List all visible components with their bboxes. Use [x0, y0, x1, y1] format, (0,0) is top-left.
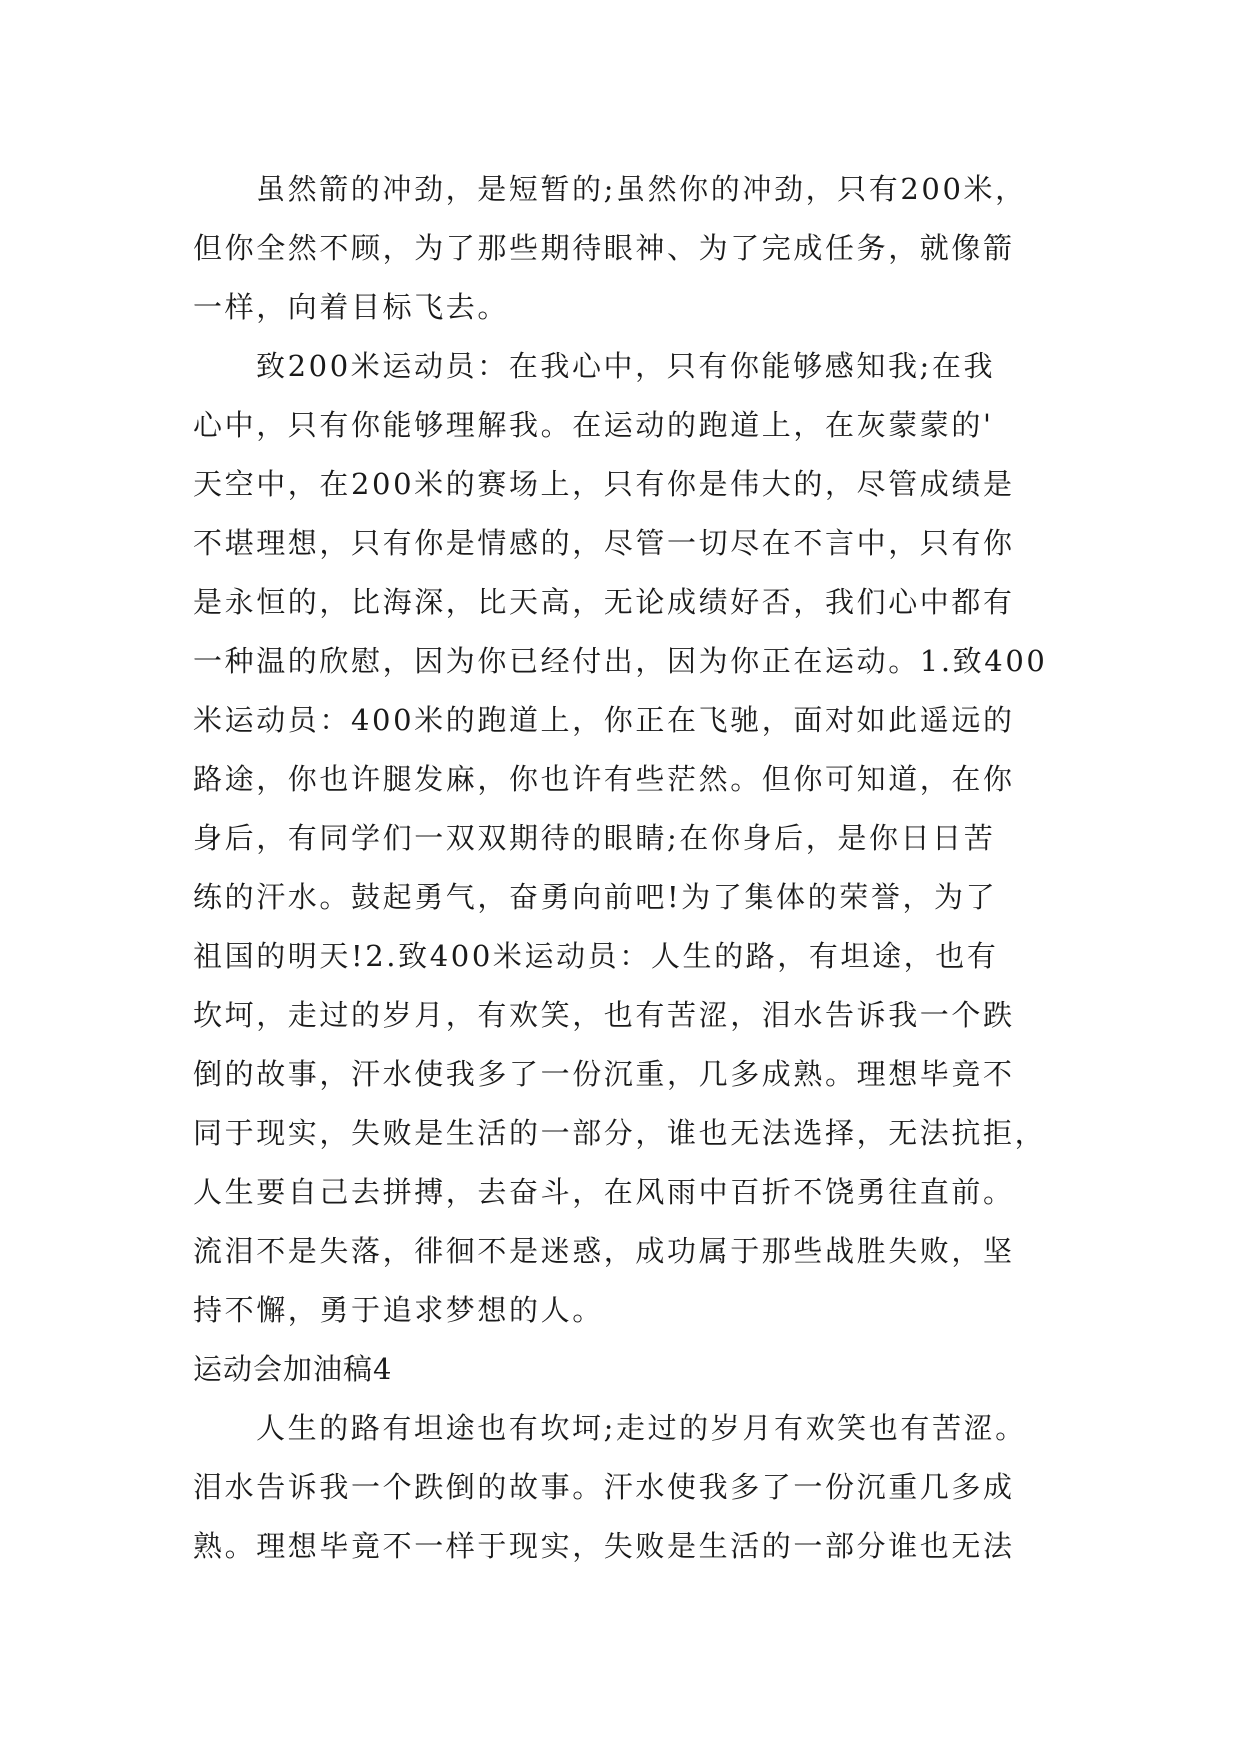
paragraph [193, 1399, 1053, 1576]
paragraph-line: 泪水告诉我一个跌倒的故事。汗水使我多了一份沉重几多成 [193, 1470, 1015, 1504]
paragraph-line: 是永恒的，比海深，比天高，无论成绩好否，我们心中都有 [193, 585, 1015, 619]
paragraph-line: 致200米运动员：在我心中，只有你能够感知我;在我 [256, 349, 996, 383]
paragraph-line: 人生的路有坦途也有坎坷;走过的岁月有欢笑也有苦涩。 [256, 1411, 1027, 1445]
paragraph [193, 160, 1053, 337]
document-body [193, 160, 1053, 1576]
paragraph-line: 一样，向着目标飞去。 [193, 290, 510, 324]
section-heading [193, 1340, 1053, 1399]
paragraph-line: 流泪不是失落，徘徊不是迷惑，成功属于那些战胜失败，坚 [193, 1234, 1015, 1268]
paragraph-line: 坎坷，走过的岁月，有欢笑，也有苦涩，泪水告诉我一个跌 [193, 998, 1015, 1032]
paragraph-line: 倒的故事，汗水使我多了一份沉重，几多成熟。理想毕竟不 [193, 1057, 1015, 1091]
paragraph-line: 练的汗水。鼓起勇气，奋勇向前吧!为了集体的荣誉，为了 [193, 880, 998, 914]
paragraph-line: 同于现实，失败是生活的一部分，谁也无法选择，无法抗拒， [193, 1116, 1047, 1150]
paragraph-line: 持不懈，勇于追求梦想的人。 [193, 1293, 604, 1327]
paragraph-line: 不堪理想，只有你是情感的，尽管一切尽在不言中，只有你 [193, 526, 1015, 560]
paragraph-line: 心中，只有你能够理解我。在运动的跑道上，在灰蒙蒙的' [193, 408, 994, 442]
paragraph-line: 祖国的明天!2.致400米运动员：人生的路，有坦途，也有 [193, 939, 999, 973]
paragraph-line: 虽然箭的冲劲，是短暂的;虽然你的冲劲，只有200米， [256, 172, 1027, 206]
paragraph [193, 337, 1053, 1340]
section-heading-text: 运动会加油稿4 [193, 1352, 393, 1386]
paragraph-line: 人生要自己去拼搏，去奋斗，在风雨中百折不饶勇往直前。 [193, 1175, 1015, 1209]
paragraph-line: 但你全然不顾，为了那些期待眼神、为了完成任务，就像箭 [193, 231, 1015, 265]
paragraph-line: 米运动员：400米的跑道上，你正在飞驰，面对如此遥远的 [193, 703, 1015, 737]
paragraph-line: 熟。理想毕竟不一样于现实，失败是生活的一部分谁也无法 [193, 1529, 1015, 1563]
paragraph-line: 一种温的欣慰，因为你已经付出，因为你正在运动。1.致400 [193, 644, 1048, 678]
paragraph-line: 天空中，在200米的赛场上，只有你是伟大的，尽管成绩是 [193, 467, 1015, 501]
paragraph-line: 路途，你也许腿发麻，你也许有些茫然。但你可知道，在你 [193, 762, 1015, 796]
paragraph-line: 身后，有同学们一双双期待的眼睛;在你身后，是你日日苦 [193, 821, 996, 855]
